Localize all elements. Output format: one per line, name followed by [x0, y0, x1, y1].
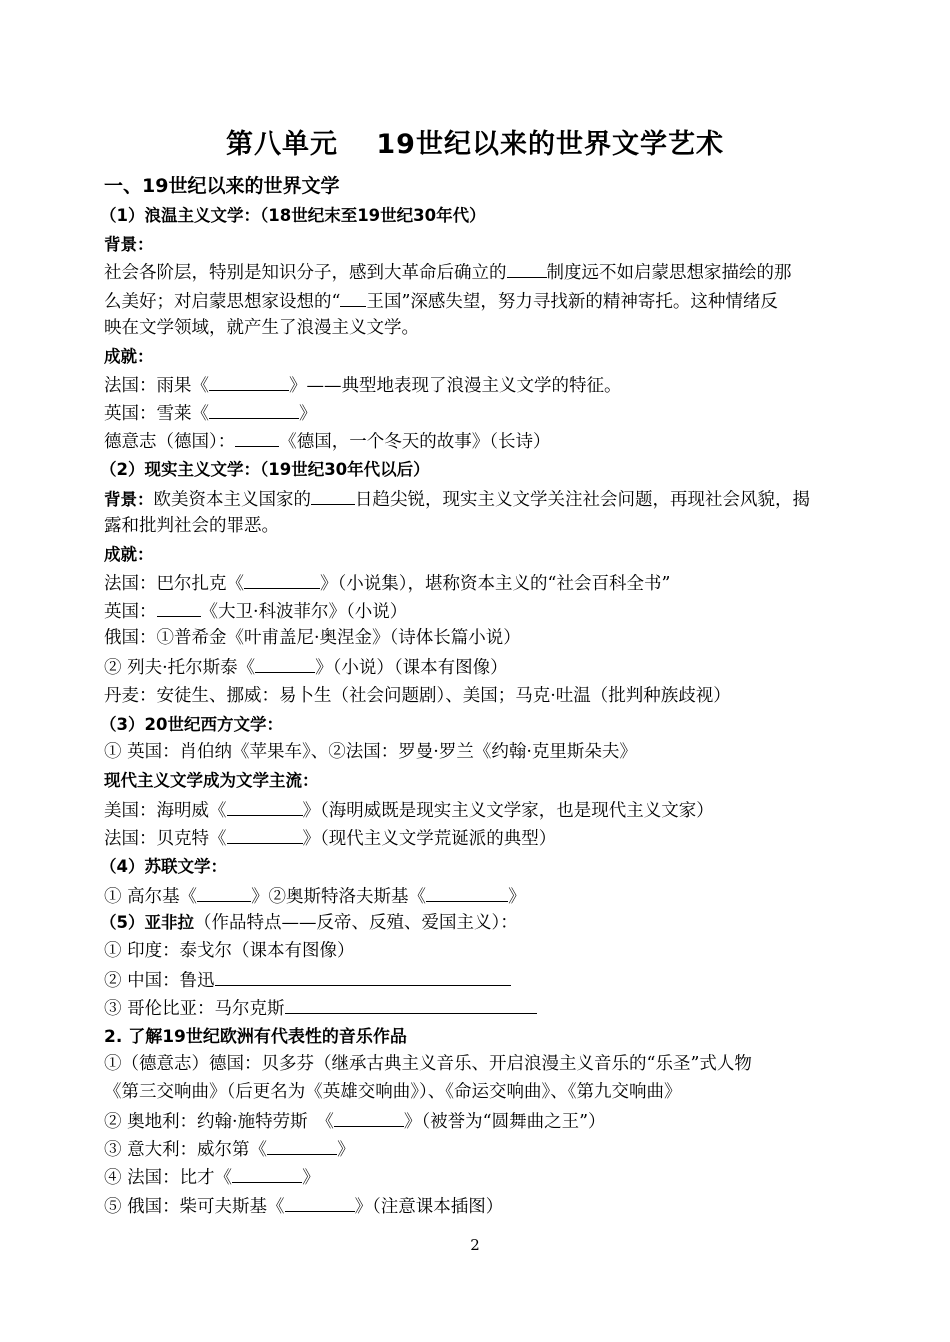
text: 么美好；对启蒙思想家设想的“ [104, 292, 341, 312]
text: 美国：海明威《 [104, 801, 227, 821]
soviet-line [104, 883, 526, 909]
realist-heading: （2）现实主义文学：（19世纪30年代以后） [100, 460, 430, 479]
fill-blank[interactable] [285, 1193, 355, 1212]
text: 》（海明威既是现实主义文学家，也是现代主义文家） [302, 801, 714, 821]
music-germany: ①（德意志）德国：贝多芬（继承古典主义音乐、开启浪漫主义音乐的“乐圣”式人物 [104, 1054, 752, 1074]
text: ③ 意大利：威尔第《 [104, 1140, 268, 1160]
afro-heading [100, 911, 518, 935]
text: 》（被誉为“圆舞曲之王”） [403, 1112, 606, 1132]
fill-blank[interactable] [209, 372, 289, 391]
text: 法国：贝克特《 [104, 829, 227, 849]
text: （5）亚非拉 [100, 913, 194, 932]
romantic-achievements-label: 成就： [104, 347, 154, 366]
text: 》（小说）（课本有图像） [315, 658, 508, 678]
music-italy [104, 1136, 355, 1162]
fill-blank[interactable] [340, 288, 366, 307]
page-title: 第八单元 19世纪以来的世界文学艺术 [226, 129, 724, 160]
fill-blank[interactable] [311, 486, 355, 505]
text: ③ 哥伦比亚：马尔克斯 [104, 999, 285, 1019]
text: 》 [299, 404, 317, 424]
music-russia [104, 1193, 503, 1219]
text: 欧美资本主义国家的 [153, 490, 311, 510]
text: 《大卫·科波菲尔》（小说） [200, 602, 408, 622]
text: 》 [302, 1168, 320, 1188]
realist-england [104, 598, 407, 624]
text: ① 高尔基《 [104, 887, 198, 907]
text: 日趋尖锐，现实主义文学关注社会问题，再现社会风貌，揭 [355, 490, 810, 510]
realist-achievements-label: 成就： [104, 545, 154, 564]
soviet-heading: （4）苏联文学： [100, 857, 227, 876]
realist-background-line-1 [104, 486, 810, 512]
text: 》（小说集），堪称资本主义的“社会百科全书” [320, 574, 671, 594]
modernism-heading: 现代主义文学成为文学主流： [104, 771, 319, 790]
text: 》②奥斯特洛夫斯基《 [251, 887, 427, 907]
page-number: 2 [470, 1236, 480, 1254]
romantic-background-line-1 [104, 259, 792, 285]
music-france [104, 1164, 320, 1190]
modernism-france [104, 825, 556, 851]
text: ② 中国：鲁迅 [104, 971, 215, 991]
fill-blank[interactable] [197, 883, 251, 902]
fill-blank[interactable] [285, 995, 537, 1014]
realist-russia: 俄国：①普希金《叶甫盖尼·奥涅金》（诗体长篇小说） [104, 628, 521, 648]
text: ④ 法国：比才《 [104, 1168, 233, 1188]
fill-blank[interactable] [209, 400, 299, 419]
romantic-germany [104, 428, 551, 454]
text: 《德国，一个冬天的故事》（长诗） [279, 432, 551, 452]
text: 德意志（德国）： [104, 432, 236, 452]
section-1-heading: 一、19世纪以来的世界文学 [104, 175, 340, 197]
fill-blank[interactable] [507, 259, 547, 278]
text: （作品特点——反帝、反殖、爱国主义）： [193, 913, 518, 933]
romantic-france [104, 372, 622, 398]
text: ⑤ 俄国：柴可夫斯基《 [104, 1197, 285, 1217]
fill-blank[interactable] [215, 967, 511, 986]
realist-france [104, 570, 670, 596]
text: 》（注意课本插图） [354, 1197, 504, 1217]
text: 》 [508, 887, 526, 907]
text: 英国： [104, 602, 157, 622]
text: ② 奥地利：约翰·施特劳斯 《 [104, 1112, 334, 1132]
text: ② 列夫·托尔斯泰《 [104, 658, 256, 678]
c20-heading: （3）20世纪西方文学： [100, 715, 283, 734]
fill-blank[interactable] [235, 428, 279, 447]
fill-blank[interactable] [227, 797, 303, 816]
text: 》（现代主义文学荒诞派的典型） [302, 829, 557, 849]
romantic-background-line-3: 映在文学领域，就产生了浪漫主义文学。 [104, 318, 419, 338]
afro-india: ① 印度：泰戈尔（课本有图像） [104, 941, 355, 961]
realist-russia-tolstoy [104, 654, 508, 680]
text: 社会各阶层，特别是知识分子，感到大革命后确立的 [104, 263, 507, 283]
fill-blank[interactable] [255, 654, 315, 673]
fill-blank[interactable] [244, 570, 320, 589]
text: 》 [337, 1140, 355, 1160]
section-2-heading: 2. 了解19世纪欧洲有代表性的音乐作品 [104, 1027, 407, 1047]
fill-blank[interactable] [334, 1108, 404, 1127]
music-germany-works: 《第三交响曲》（后更名为《英雄交响曲》）、《命运交响曲》、《第九交响曲》 [104, 1082, 682, 1102]
c20-line-1: ① 英国：肖伯纳《苹果车》、②法国：罗曼·罗兰《约翰·克里斯朵夫》 [104, 742, 637, 762]
text: 王国”深感失望，努力寻找新的精神寄托。这种情绪反 [366, 292, 778, 312]
text: 英国：雪莱《 [104, 404, 209, 424]
modernism-usa [104, 797, 714, 823]
fill-blank[interactable] [157, 598, 201, 617]
fill-blank[interactable] [227, 825, 303, 844]
romantic-heading: （1）浪温主义文学：（18世纪末至19世纪30年代） [100, 206, 486, 225]
afro-china [104, 967, 511, 993]
fill-blank[interactable] [232, 1164, 302, 1183]
fill-blank[interactable] [426, 883, 508, 902]
text: 》——典型地表现了浪漫主义文学的特征。 [289, 376, 622, 396]
romantic-background-line-2 [104, 288, 778, 314]
text: 法国：巴尔扎克《 [104, 574, 244, 594]
text: 法国：雨果《 [104, 376, 209, 396]
realist-others: 丹麦：安徒生、挪威：易卜生（社会问题剧）、美国；马克·吐温（批判种族歧视） [104, 686, 731, 706]
music-austria [104, 1108, 606, 1134]
romantic-background-label: 背景： [104, 235, 154, 254]
afro-colombia [104, 995, 537, 1021]
fill-blank[interactable] [267, 1136, 337, 1155]
text: 制度远不如启蒙思想家描绘的那 [546, 263, 792, 283]
realist-background-line-2: 露和批判社会的罪恶。 [104, 516, 279, 536]
romantic-england [104, 400, 317, 426]
realist-background-label: 背景： [104, 490, 154, 509]
